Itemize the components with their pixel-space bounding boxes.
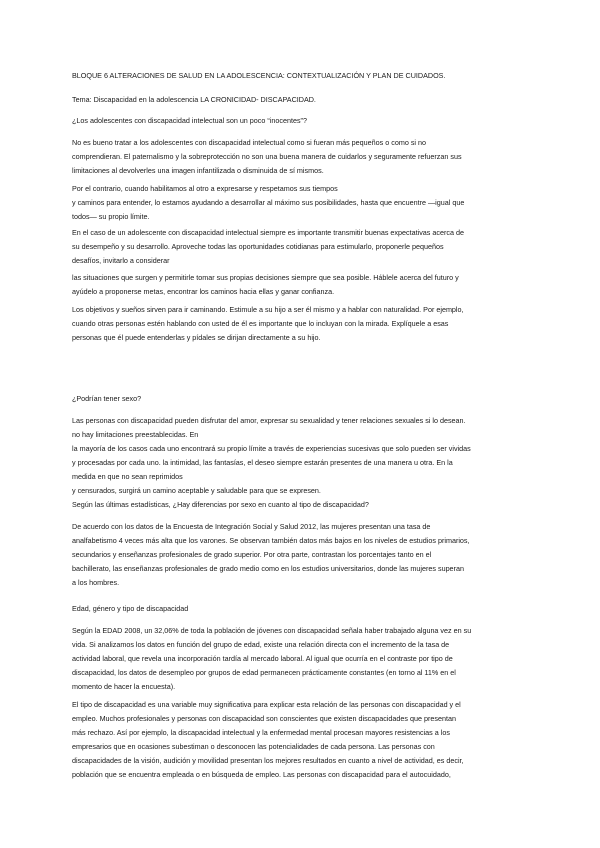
- text-line: analfabetismo 4 veces más alta que los varones. Se observan también datos más bajos en los niveles de estudios primarios,: [72, 536, 470, 545]
- text-line: Las personas con discapacidad pueden disfrutar del amor, expresar su sexualidad y tener relaciones sexuales si lo desean.: [72, 416, 466, 425]
- text-line: En el caso de un adolescente con discapacidad intelectual siempre es importante transmitir buenas expectativas acerca de: [72, 228, 464, 237]
- question-text: ¿Podrían tener sexo?: [72, 394, 142, 403]
- topic-text: Tema: Discapacidad en la adolescencia LA CRONICIDAD- DISCAPACIDAD.: [72, 95, 316, 104]
- text-line: empresarios que en ocasiones subestiman o desconocen las potencialidades de cada persona. Las personas con: [72, 742, 435, 751]
- text-line: comprendieran. El paternalismo y la sobreprotección no son una buena manera de cuidarlos y seguramente refuerzan sus: [72, 152, 462, 161]
- text-line: Por el contrario, cuando habilitamos al otro a expresarse y respetamos sus tiempos: [72, 184, 338, 193]
- text-line: El tipo de discapacidad es una variable muy significativa para explicar esta relación de las personas con discapacidad y el: [72, 700, 461, 709]
- paragraph-habilitar: [72, 182, 522, 224]
- text-line: población que se encuentra empleada o en búsqueda de empleo. Las personas con discapacidad para el autocuidado,: [72, 770, 451, 779]
- text-line: secundarios y enseñanzas profesionales de grado superior. Por otra parte, contrastan los porcentajes tanto en el: [72, 550, 432, 559]
- text-line: bachillerato, las enseñanzas profesionales de grado medio como en los estudios universitarios, donde las mujeres superan: [72, 564, 464, 573]
- text-line: la mayoría de los casos cada uno encontrará su propio límite a través de experiencias sucesivas que solo pueden ser vividas: [72, 444, 471, 453]
- paragraph-tipo-discapacidad: [72, 698, 522, 782]
- text-line: De acuerdo con los datos de la Encuesta de Integración Social y Salud 2012, las mujeres presentan una tasa de: [72, 522, 431, 531]
- text-line: limitaciones al devolverles una imagen infantilizada o disminuida de sí mismos.: [72, 166, 324, 175]
- text-line: no hay limitaciones preestablecidas. En: [72, 430, 199, 439]
- question-text: ¿Los adolescentes con discapacidad intelectual son un poco “inocentes”?: [72, 116, 307, 125]
- text-line: empleo. Muchos profesionales y personas con discapacidad son conscientes que existen discapacidades que presentan: [72, 714, 456, 723]
- text-line: actividad laboral, que revela una incorporación tardía al mercado laboral. Al igual que ocurría en el contraste por tipo de: [72, 654, 453, 663]
- title-line: BLOQUE 6 ALTERACIONES DE SALUD EN LA ADOLESCENCIA: CONTEXTUALIZACIÓN Y PLAN DE CUIDADOS.: [72, 71, 446, 80]
- paragraph-paternalismo: [72, 136, 522, 178]
- question-inocentes: [72, 114, 522, 128]
- text-line: cuando otras personas estén hablando con usted de él es importante que lo incluyan con la mirada. Explíquele a esas: [72, 319, 449, 328]
- text-line: y procesadas por cada uno. la intimidad, las fantasías, el deseo siempre estarán presentes de una manera u otra. En la: [72, 458, 453, 467]
- document-title: [72, 69, 522, 83]
- text-line: más rechazo. Así por ejemplo, la discapacidad intelectual y la enfermedad mental procesan mayores resistencias a los: [72, 728, 450, 737]
- text-line: medida en que no sean reprimidos: [72, 472, 183, 481]
- text-line: todos— su propio límite.: [72, 212, 150, 221]
- question-sexo: [72, 392, 522, 406]
- paragraph-edad-2008: [72, 624, 522, 694]
- text-line: las situaciones que surgen y permitirle tomar sus propias decisiones siempre que sea posible. Háblele acerca del futuro y: [72, 273, 459, 282]
- text-line: discapacidades de la visión, audición y movilidad presentan los mejores resultados en cuanto a nivel de actividad, es decir,: [72, 756, 464, 765]
- paragraph-expectativas: [72, 226, 522, 268]
- text-line: Según la EDAD 2008, un 32,06% de toda la población de jóvenes con discapacidad señala haber trabajado alguna vez en su: [72, 626, 472, 635]
- text-line: y censurados, surgirá un camino aceptable y saludable para que se expresen.: [72, 486, 321, 495]
- question-text: Según las últimas estadísticas, ¿Hay diferencias por sexo en cuanto al tipo de discapacidad?: [72, 500, 369, 509]
- paragraph-objetivos: [72, 303, 522, 345]
- heading-text: Edad, género y tipo de discapacidad: [72, 604, 189, 613]
- paragraph-encuesta: [72, 520, 522, 590]
- topic-line: [72, 93, 522, 107]
- text-line: discapacidad, los datos de desempleo por grupos de edad permanecen prácticamente constantes (en torno al 11% en el: [72, 668, 456, 677]
- text-line: Los objetivos y sueños sirven para ir caminando. Estimule a su hijo a ser él mismo y a hablar con naturalidad. Por ejemplo,: [72, 305, 464, 314]
- text-line: su desempeño y su desarrollo. Aproveche todas las oportunidades cotidianas para estimularlo, proponerle pequeños: [72, 242, 444, 251]
- question-estadisticas: [72, 498, 522, 512]
- text-line: personas que él puede entenderlas y pídales se dirijan directamente a su hijo.: [72, 333, 321, 342]
- text-line: ayúdelo a proponerse metas, encontrar los caminos hacia ellas y ganar confianza.: [72, 287, 335, 296]
- paragraph-sexualidad: [72, 414, 522, 498]
- text-line: a los hombres.: [72, 578, 120, 587]
- paragraph-situaciones: [72, 271, 522, 299]
- text-line: No es bueno tratar a los adolescentes con discapacidad intelectual como si fueran más pequeños o como si no: [72, 138, 426, 147]
- text-line: y caminos para entender, lo estamos ayudando a desarrollar al máximo sus posibilidades, hasta que encuentre —igual que: [72, 198, 465, 207]
- section-heading-edad-genero: [72, 602, 522, 616]
- text-line: desafíos, invitarlo a considerar: [72, 256, 170, 265]
- text-line: vida. Si analizamos los datos en función del grupo de edad, existe una relación directa con el incremento de la tasa de: [72, 640, 450, 649]
- text-line: momento de hacer la encuesta).: [72, 682, 176, 691]
